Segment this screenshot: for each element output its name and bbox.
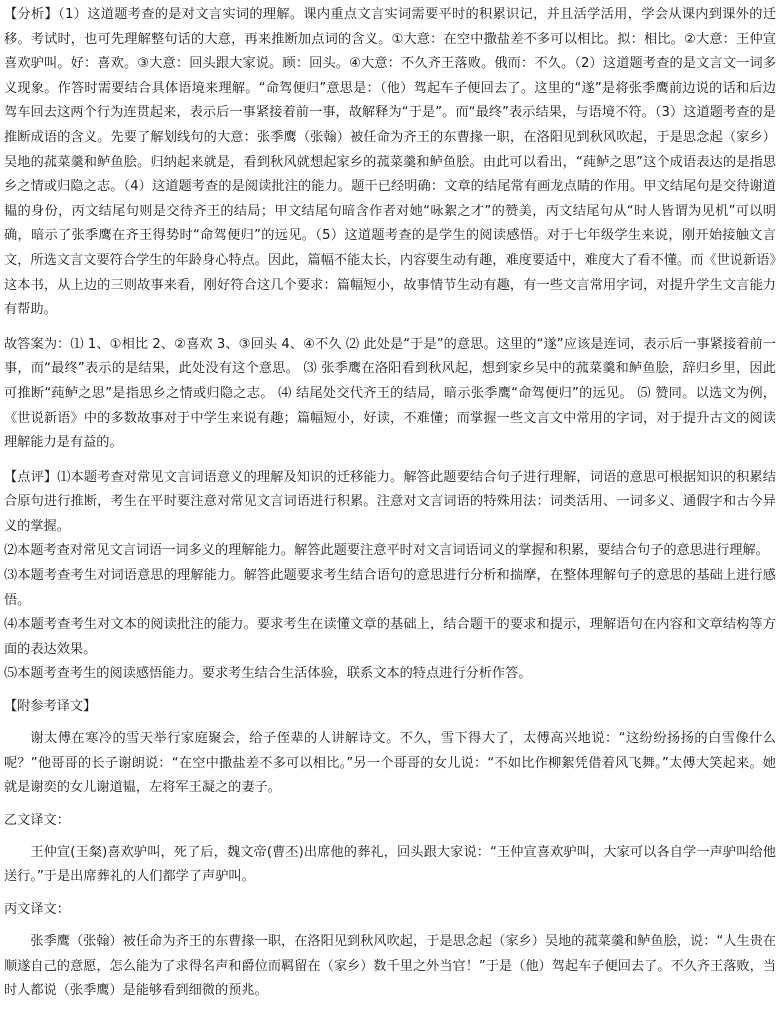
comment-item-2: ⑵本题考查对常见文言词语一词多义的理解能力。解答此题要注意平时对文言词语词义的掌握和积累，要结合句子的意思进行理解。 bbox=[4, 543, 769, 559]
translation-label: 【附参考译文】 bbox=[4, 699, 97, 715]
analysis-section bbox=[4, 3, 776, 323]
translation-yi-label: 乙文译文： bbox=[4, 812, 70, 828]
translation-yi: 王仲宣(王粲)喜欢驴叫，死了后，魏文帝(曹丕)出席他的葬礼，回头跟大家说：“王仲宣喜欢驴叫，大家可以各自学一声驴叫给他送行。”于是出席葬礼的人们都学了声驴叫。 bbox=[4, 844, 776, 885]
analysis-label: 【分析】 bbox=[4, 7, 59, 22]
comment-item-1: 【点评】⑴本题考查对常见文言词语意义的理解及知识的迁移能力。解答此题要结合句子进行理解，词语的意思可根据知识的积累结合原句进行推断，考生在平时要注意对常见文言词语进行积累。注意对文言词语的特殊用法：词类活用、一词多义、通假字和古今异义的掌握。 bbox=[4, 469, 776, 534]
comment-section bbox=[4, 466, 776, 687]
comment-item-3: ⑶本题考查考生对词语意思的理解能力。解答此题要求考生结合语句的意思进行分析和揣摩，在整体理解句子的意思的基础上进行感悟。 bbox=[4, 568, 776, 608]
translation-bing-label: 丙文译文： bbox=[4, 902, 70, 917]
comment-item-5: ⑸本题考查考生的阅读感悟能力。要求考生结合生活体验，联系文本的特点进行分析作答。 bbox=[4, 666, 532, 682]
analysis-text: （1）这道题考查的是对文言实词的理解。课内重点文言实词需要平时的积累识记，并且活学活用，学会从课内到课外的迁移。考试时，也可先理解整句话的大意，再来推断加点词的含义。①大意：在空中撒盐差不多可以相比。拟：相比。②大意：王仲宣喜欢驴叫。好：喜欢。③大意：回头跟大家说。顾：回头。④大意：不久齐王落败。俄而：不久。（2）这道题考查的是文言文一词多义现象。作答时需要结合具体语境来理解。“命驾便归”意思是：（他）驾起车子便回去了。这里的“遂”是将张季鹰前边说的话和后边驾车回去这两个行为连贯起来，表示后一事紧接着前一事，故解释为“于是”。而“最终”表示结果，与语境不符。（3）这道题考查的是推断成语的含义。先要了解划线句的大意：张季鹰（张翰）被任命为齐王的东曹掾一职，在洛阳见到秋风吹起，于是思念起（家乡）吴地的菰菜羹和鲈鱼脍。归纳起来就是，看到秋风就想起家乡的菰菜羹和鲈鱼脍。由此可以看出，“莼鲈之思”这个成语表达的是指思乡之情或归隐之志。（4）这道题考查的是阅读批注的能力。题干已经明确：文章的结尾常有画龙点睛的作用。甲文结尾句是交待谢道韫的身份，丙文结尾句则是交待齐王的结局；甲文结尾句暗含作者对她“咏絮之才”的赞美，丙文结尾句从“时人皆谓为见机”可以明确，暗示了张季鹰在齐王得势时“命驾便归”的远见。（5）这道题考查的是学生的阅读感悟。对于七年级学生来说，刚开始接触文言文，所选文言文要符合学生的年龄身心特点。因此，篇幅不能太长，内容要生动有趣，难度要适中，难度大了看不懂。而《世说新语》这本书，从上边的三则故事来看，刚好符合这几个要求：篇幅短小，故事情节生动有趣，有一些文言常用字词，对提升学生文言能力有帮助。 bbox=[4, 7, 777, 318]
comment-item-4: ⑷本题考查考生对文本的阅读批注的能力。要求考生在读懂文章的基础上，结合题干的要求和提示，理解语句在内容和文章结构等方面的表达效果。 bbox=[4, 617, 776, 657]
comment-label: 【点评】 bbox=[4, 469, 58, 485]
translation-jia: 谢太傅在寒冷的雪天举行家庭聚会，给子侄辈的人讲解诗文。不久，雪下得大了，太傅高兴地说：“这纷纷扬扬的白雪像什么呢？”他哥哥的长子谢朗说：“在空中撒盐差不多可以相比。”另一个哥哥的女儿说：“不如比作柳絮凭借着风飞舞。”太傅大笑起来。她就是谢奕的女儿谢道韫，左将军王凝之的妻子。 bbox=[4, 731, 776, 796]
translation-bing: 张季鹰（张翰）被任命为齐王的东曹掾一职，在洛阳见到秋风吹起，于是思念起（家乡）吴地的菰菜羹和鲈鱼脍，说：“人生贵在顺遂自己的意愿，怎么能为了求得名声和爵位而羁留在（家乡）数千里之外当官！”于是（他）驾起车子便回去了。不久齐王落败，当时人都说（张季鹰）是能够看到细微的预兆。 bbox=[4, 934, 776, 999]
answer-section: 故答案为：⑴ 1、①相比 2、②喜欢 3、③回头 4、④不久 ⑵ 此处是“于是”的意思。这里的“遂”应该是连词，表示后一事紧接着前一事，而“最终”表示的是结果，此处没有这个意思。 ⑶ 张季鹰在洛阳看到秋风起，想到家乡吴中的菰菜羹和鲈鱼脍，辞归乡里，因此可推断“莼鲈之思”是指思乡之情或归隐之志。 ⑷ 结尾处交代齐王的结局，暗示张季鹰“命驾便归”的远见。 ⑸ 赞同。以选文为例，《世说新语》中的多数故事对于中学生来说有趣；篇幅短小，好读，不难懂；而掌握一些文言文中常用的字词，对于提升古文的阅读理解能力是有益的。 bbox=[4, 336, 776, 451]
